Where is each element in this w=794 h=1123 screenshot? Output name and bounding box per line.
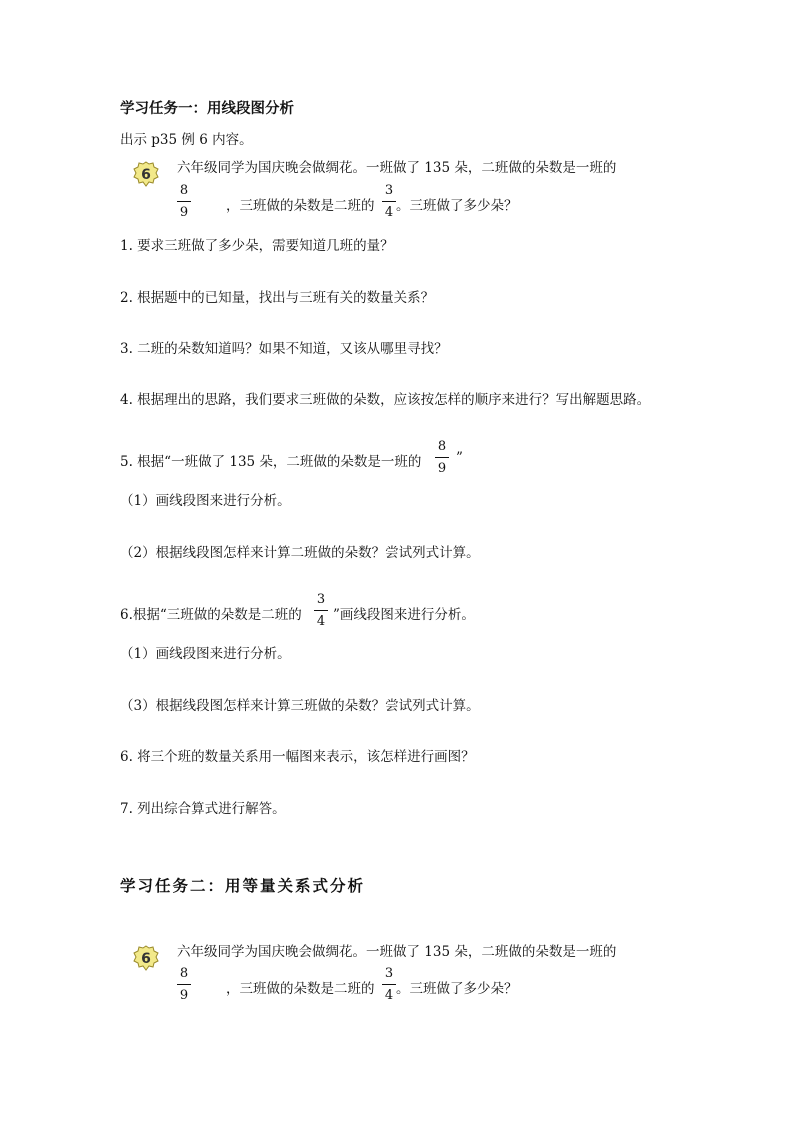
q6-tail: ”画线段图来进行分析。 <box>333 607 475 623</box>
example-line-1: 六年级同学为国庆晚会做绸花。一班做了 135 朵，二班做的朵数是一班的 <box>177 944 617 960</box>
fraction-3-4: 3 4 <box>382 967 396 1003</box>
example-number-badge <box>132 944 160 972</box>
fraction-8-9: 8 9 <box>177 967 191 1003</box>
question-6-part-3: （3）根据线段图怎样来计算三班做的朵数？尝试列式计算。 <box>120 698 480 714</box>
example-line-2-mid: ，三班做的朵数是二班的 <box>226 198 375 214</box>
question-5-part-2: （2）根据线段图怎样来计算二班做的朵数？尝试列式计算。 <box>120 545 480 561</box>
example-line-1: 六年级同学为国庆晚会做绸花。一班做了 135 朵，二班做的朵数是一班的 <box>177 160 617 176</box>
fraction-3-4: 3 4 <box>382 184 396 220</box>
example-number-badge <box>132 160 160 188</box>
example-line-2-end: 。三班做了多少朵？ <box>396 981 518 997</box>
task1-intro: 出示 p35 例 6 内容。 <box>120 132 253 148</box>
task2-title: 学习任务二：用等量关系式分析 <box>120 877 366 895</box>
badge-number: 6 <box>141 167 151 183</box>
fraction-8-9: 8 9 <box>177 184 191 220</box>
question-1: 1. 要求三班做了多少朵，需要知道几班的量？ <box>120 238 394 254</box>
q5-close-quote: ” <box>456 450 463 466</box>
question-5-part-1: （1）画线段图来进行分析。 <box>120 493 291 509</box>
example-line-2-mid: ，三班做的朵数是二班的 <box>226 981 375 997</box>
question-3: 3. 二班的朵数知道吗？如果不知道，又该从哪里寻找？ <box>120 341 448 357</box>
question-4: 4. 根据理出的思路，我们要求三班做的朵数，应该按怎样的顺序来进行？写出解题思路。 <box>120 392 651 408</box>
question-7: 6. 将三个班的数量关系用一幅图来表示，该怎样进行画图？ <box>120 749 475 765</box>
question-2: 2. 根据题中的已知量，找出与三班有关的数量关系？ <box>120 290 435 306</box>
question-6-part-1: （1）画线段图来进行分析。 <box>120 646 291 662</box>
question-5: 5. 根据“一班做了 135 朵，二班做的朵数是一班的 <box>120 454 422 470</box>
q5-fraction: 8 9 <box>435 440 449 476</box>
task1-title: 学习任务一：用线段图分析 <box>120 101 294 117</box>
badge-number: 6 <box>141 951 151 967</box>
example-line-2-end: 。三班做了多少朵？ <box>396 198 518 214</box>
q6-fraction: 3 4 <box>314 593 328 629</box>
question-8: 7. 列出综合算式进行解答。 <box>120 801 286 817</box>
question-6: 6.根据“三班做的朵数是二班的 <box>120 607 302 623</box>
